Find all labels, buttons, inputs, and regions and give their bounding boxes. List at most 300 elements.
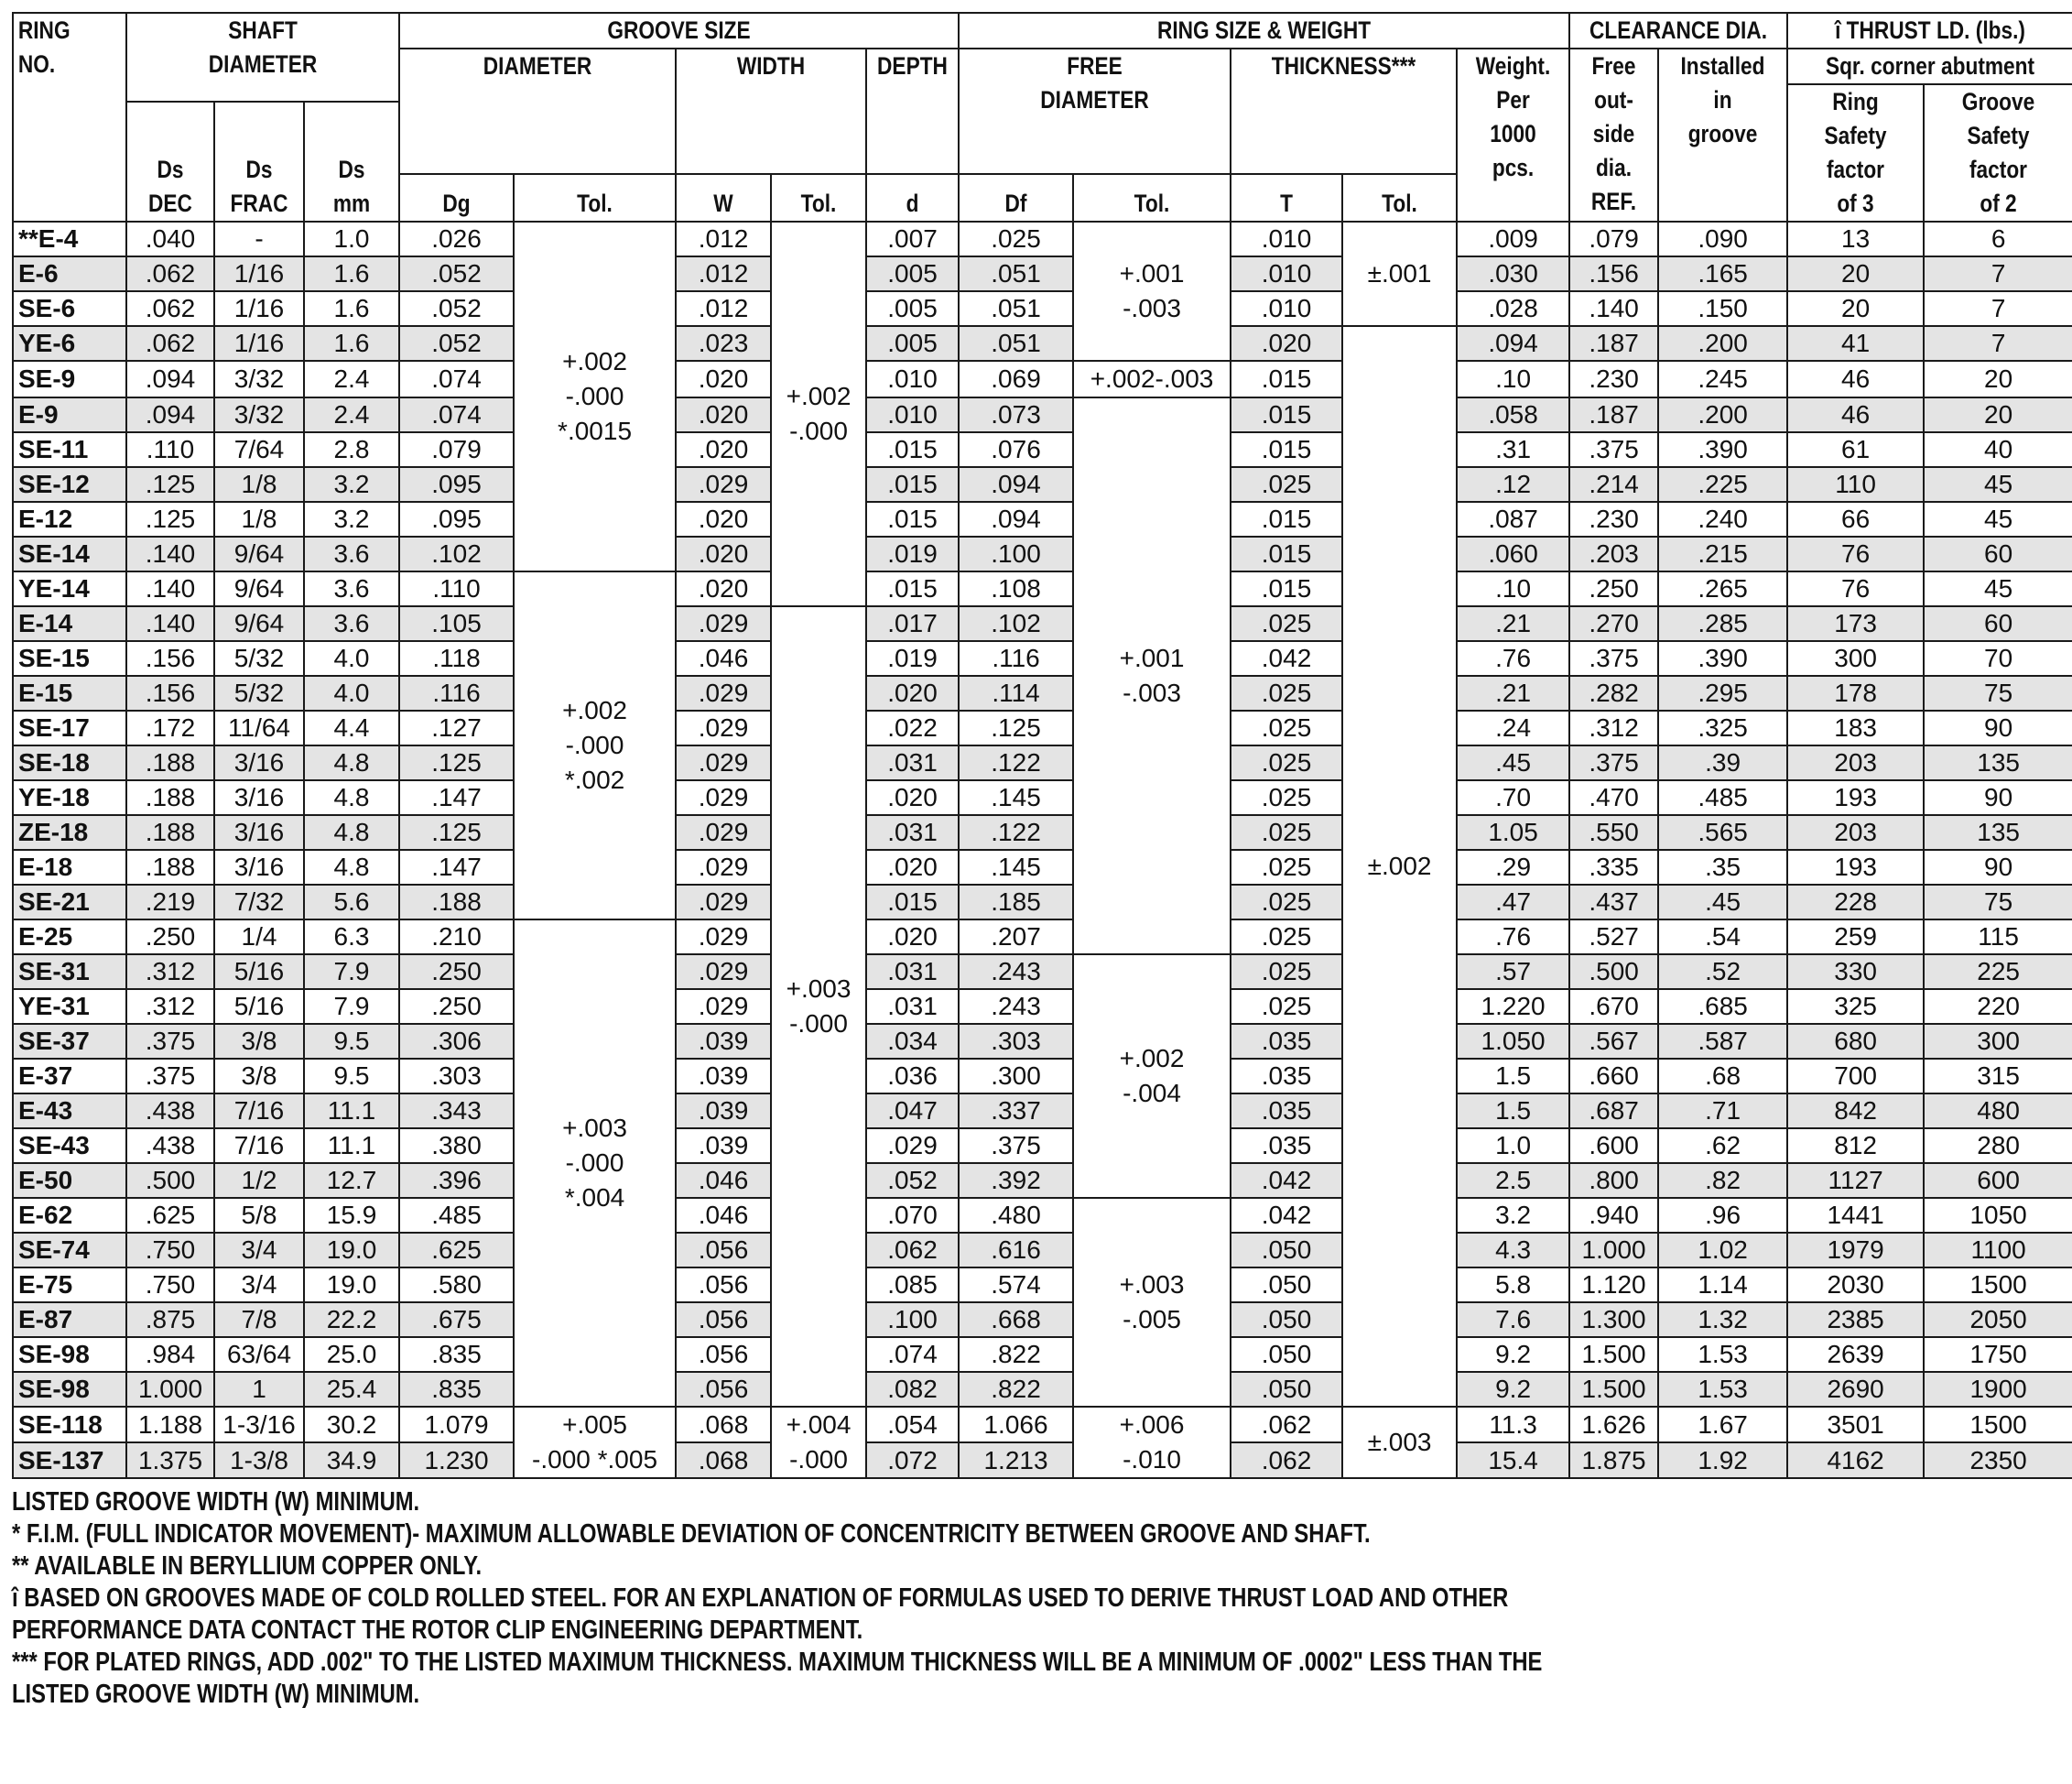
- cell-pr: 76: [1787, 571, 1924, 606]
- cell-t: .050: [1231, 1302, 1342, 1337]
- footnote-line: î BASED ON GROOVES MADE OF COLD ROLLED STEEL. FOR AN EXPLANATION OF FORMULAS USED TO DERIVE THRUST LOAD AND OTHER: [12, 1583, 1509, 1613]
- footnote-line: PERFORMANCE DATA CONTACT THE ROTOR CLIP ENGINEERING DEPARTMENT.: [12, 1615, 863, 1645]
- cell-frac: 1: [214, 1372, 304, 1407]
- cell-pg: 1100: [1924, 1233, 2072, 1267]
- cell-w: .029: [676, 745, 771, 780]
- cell-g: .156: [1569, 256, 1658, 291]
- cell-dg: .580: [399, 1267, 514, 1302]
- tolerance-line: -.000: [789, 1009, 848, 1038]
- cell-d: .031: [866, 815, 959, 850]
- cell-l2: .565: [1658, 815, 1787, 850]
- cell-pr: 183: [1787, 711, 1924, 745]
- cell-dec: .125: [126, 467, 214, 502]
- cell-df: .668: [959, 1302, 1073, 1337]
- cell-mm: 7.9: [304, 989, 399, 1024]
- ring-no-cell: SE-74: [13, 1233, 126, 1267]
- ring-no-cell: E-37: [13, 1059, 126, 1093]
- cell-l2: .71: [1658, 1093, 1787, 1128]
- dg-header: Dg: [408, 174, 504, 222]
- cell-t: .050: [1231, 1337, 1342, 1372]
- cell-pr: 20: [1787, 256, 1924, 291]
- tolerance-df: [1073, 1198, 1231, 1407]
- tolerance-dg: [514, 222, 676, 571]
- table-row: [13, 676, 2072, 711]
- cell-dg: .105: [399, 606, 514, 641]
- cell-pr: 46: [1787, 397, 1924, 432]
- ring-no-cell: SE-31: [13, 954, 126, 989]
- cell-frac: 7/16: [214, 1128, 304, 1163]
- cell-df: .303: [959, 1024, 1073, 1059]
- cell-pg: 20: [1924, 361, 2072, 397]
- cell-w: .039: [676, 1093, 771, 1128]
- cell-mm: 4.0: [304, 641, 399, 676]
- tolerance-line: -.010: [1123, 1445, 1181, 1474]
- tolerance-df: [1073, 397, 1231, 954]
- cell-dg: .052: [399, 256, 514, 291]
- cell-mm: 15.9: [304, 1198, 399, 1233]
- cell-mm: 1.6: [304, 256, 399, 291]
- cell-dec: .062: [126, 291, 214, 326]
- cell-d: .070: [866, 1198, 959, 1233]
- cell-frac: 9/64: [214, 571, 304, 606]
- cell-dg: .125: [399, 815, 514, 850]
- cell-dec: .312: [126, 989, 214, 1024]
- tolerance-line: +.003: [1119, 1270, 1185, 1299]
- cell-dec: 1.000: [126, 1372, 214, 1407]
- table-row: [13, 537, 2072, 571]
- cell-l2: 1.14: [1658, 1267, 1787, 1302]
- cell-mm: 7.9: [304, 954, 399, 989]
- tolerance-line: ±.001: [1367, 259, 1432, 288]
- cell-wt: 9.2: [1457, 1372, 1569, 1407]
- cell-pg: 1050: [1924, 1198, 2072, 1233]
- tolerance-w: [771, 606, 866, 1407]
- cell-dg: .102: [399, 537, 514, 571]
- cell-wt: .76: [1457, 641, 1569, 676]
- tolerance-line: +.004: [786, 1410, 852, 1439]
- cell-w: .056: [676, 1302, 771, 1337]
- ring-size-weight-header: RING SIZE & WEIGHT: [1007, 13, 1520, 49]
- cell-g: .670: [1569, 989, 1658, 1024]
- cell-dec: .188: [126, 780, 214, 815]
- cell-pg: 7: [1924, 326, 2072, 361]
- tolerance-line: -.003: [1123, 679, 1181, 707]
- cell-dg: .306: [399, 1024, 514, 1059]
- cell-pg: 75: [1924, 885, 2072, 919]
- cell-g: .687: [1569, 1093, 1658, 1128]
- cell-d: .019: [866, 537, 959, 571]
- cell-d: .010: [866, 397, 959, 432]
- cell-d: .007: [866, 222, 959, 256]
- cell-t: .050: [1231, 1267, 1342, 1302]
- cell-dec: .438: [126, 1093, 214, 1128]
- cell-dg: .675: [399, 1302, 514, 1337]
- tolerance-df: [1073, 222, 1231, 361]
- cell-dg: 1.230: [399, 1442, 514, 1478]
- cell-d: .015: [866, 467, 959, 502]
- cell-pg: 20: [1924, 397, 2072, 432]
- cell-pr: 330: [1787, 954, 1924, 989]
- cell-df: .094: [959, 502, 1073, 537]
- cell-wt: .76: [1457, 919, 1569, 954]
- groove-depth-header: DEPTH: [873, 49, 951, 174]
- cell-wt: .57: [1457, 954, 1569, 989]
- tolerance-w: [771, 1407, 866, 1478]
- cell-wt: 1.050: [1457, 1024, 1569, 1059]
- cell-df: .094: [959, 467, 1073, 502]
- table-row: [13, 919, 2072, 954]
- cell-t: .025: [1231, 745, 1342, 780]
- cell-wt: 9.2: [1457, 1337, 1569, 1372]
- cell-t: .015: [1231, 397, 1342, 432]
- cell-l2: .225: [1658, 467, 1787, 502]
- cell-pg: 90: [1924, 711, 2072, 745]
- cell-wt: 11.3: [1457, 1407, 1569, 1442]
- cell-pg: 70: [1924, 641, 2072, 676]
- cell-g: .500: [1569, 954, 1658, 989]
- cell-df: .822: [959, 1372, 1073, 1407]
- cell-dg: .188: [399, 885, 514, 919]
- tolerance-t: [1342, 1407, 1457, 1478]
- cell-dg: .250: [399, 989, 514, 1024]
- cell-w: .056: [676, 1337, 771, 1372]
- ring-no-cell: YE-31: [13, 989, 126, 1024]
- cell-dec: .188: [126, 745, 214, 780]
- cell-dg: .485: [399, 1198, 514, 1233]
- d-header: d: [873, 174, 951, 222]
- ring-no-cell: YE-14: [13, 571, 126, 606]
- cell-wt: 7.6: [1457, 1302, 1569, 1337]
- cell-pr: 2639: [1787, 1337, 1924, 1372]
- tolerance-line: ±.003: [1367, 1428, 1432, 1456]
- cell-dg: .127: [399, 711, 514, 745]
- table-row: [13, 1407, 2072, 1442]
- thrust-load-header: î THRUST LD. (lbs.): [1810, 13, 2050, 49]
- tolerance-line: -.000: [789, 417, 848, 445]
- cell-df: .375: [959, 1128, 1073, 1163]
- cell-t: .025: [1231, 467, 1342, 502]
- cell-pg: 6: [1924, 222, 2072, 256]
- cell-frac: 5/32: [214, 641, 304, 676]
- cell-g: .375: [1569, 641, 1658, 676]
- cell-g: 1.875: [1569, 1442, 1658, 1478]
- cell-d: .010: [866, 361, 959, 397]
- cell-w: .012: [676, 222, 771, 256]
- cell-dec: .188: [126, 850, 214, 885]
- tolerance-line: -.000: [565, 1148, 624, 1177]
- ring-no-cell: E-6: [13, 256, 126, 291]
- cell-l2: .265: [1658, 571, 1787, 606]
- tolerance-t: [1342, 326, 1457, 1407]
- cell-dec: .750: [126, 1233, 214, 1267]
- cell-t: .025: [1231, 954, 1342, 989]
- cell-t: .015: [1231, 432, 1342, 467]
- cell-pg: 220: [1924, 989, 2072, 1024]
- cell-t: .050: [1231, 1372, 1342, 1407]
- cell-mm: 5.6: [304, 885, 399, 919]
- table-row: [13, 815, 2072, 850]
- tolerance-line: -.000 *.005: [532, 1445, 658, 1474]
- cell-w: .020: [676, 502, 771, 537]
- cell-pr: 3501: [1787, 1407, 1924, 1442]
- cell-mm: 3.6: [304, 537, 399, 571]
- cell-wt: 1.5: [1457, 1093, 1569, 1128]
- cell-pg: 90: [1924, 780, 2072, 815]
- cell-l2: .485: [1658, 780, 1787, 815]
- cell-dg: .074: [399, 361, 514, 397]
- cell-t: .015: [1231, 502, 1342, 537]
- ring-no-cell: YE-18: [13, 780, 126, 815]
- df-header: Df: [968, 174, 1064, 222]
- cell-frac: 9/64: [214, 606, 304, 641]
- cell-l2: .68: [1658, 1059, 1787, 1093]
- cell-df: .243: [959, 989, 1073, 1024]
- cell-d: .005: [866, 326, 959, 361]
- cell-w: .020: [676, 571, 771, 606]
- ring-no-cell: E-25: [13, 919, 126, 954]
- cell-d: .036: [866, 1059, 959, 1093]
- cell-t: .062: [1231, 1442, 1342, 1478]
- cell-t: .010: [1231, 222, 1342, 256]
- cell-w: .046: [676, 641, 771, 676]
- cell-frac: 1-3/8: [214, 1442, 304, 1478]
- cell-mm: 6.3: [304, 919, 399, 954]
- cell-g: .660: [1569, 1059, 1658, 1093]
- ring-no-cell: YE-6: [13, 326, 126, 361]
- table-row: [13, 780, 2072, 815]
- cell-pg: 600: [1924, 1163, 2072, 1198]
- cell-l2: .62: [1658, 1128, 1787, 1163]
- cell-frac: 5/32: [214, 676, 304, 711]
- cell-w: .020: [676, 397, 771, 432]
- cell-frac: 1/4: [214, 919, 304, 954]
- cell-g: .470: [1569, 780, 1658, 815]
- tolerance-line: +.002: [786, 382, 852, 410]
- tolerance-dg: [514, 571, 676, 919]
- cell-t: .015: [1231, 361, 1342, 397]
- cell-l2: .390: [1658, 432, 1787, 467]
- cell-dec: .375: [126, 1024, 214, 1059]
- cell-l2: .54: [1658, 919, 1787, 954]
- cell-dg: .625: [399, 1233, 514, 1267]
- cell-g: .800: [1569, 1163, 1658, 1198]
- cell-wt: .10: [1457, 571, 1569, 606]
- ring-no-cell: SE-21: [13, 885, 126, 919]
- cell-df: 1.066: [959, 1407, 1073, 1442]
- table-row: [13, 1163, 2072, 1198]
- cell-dec: .375: [126, 1059, 214, 1093]
- cell-mm: 4.0: [304, 676, 399, 711]
- cell-l2: .200: [1658, 397, 1787, 432]
- cell-frac: 3/16: [214, 745, 304, 780]
- ring-no-cell: SE-6: [13, 291, 126, 326]
- tolerance-line: +.006: [1119, 1410, 1185, 1439]
- cell-t: .025: [1231, 676, 1342, 711]
- cell-mm: 25.0: [304, 1337, 399, 1372]
- cell-l2: .587: [1658, 1024, 1787, 1059]
- cell-mm: 11.1: [304, 1093, 399, 1128]
- cell-pr: 193: [1787, 850, 1924, 885]
- cell-t: .035: [1231, 1128, 1342, 1163]
- cell-dec: .438: [126, 1128, 214, 1163]
- cell-t: .025: [1231, 780, 1342, 815]
- cell-dg: .095: [399, 502, 514, 537]
- cell-l2: .285: [1658, 606, 1787, 641]
- cell-d: .017: [866, 606, 959, 641]
- cell-l2: .45: [1658, 885, 1787, 919]
- cell-wt: .21: [1457, 676, 1569, 711]
- cell-wt: .058: [1457, 397, 1569, 432]
- cell-wt: 15.4: [1457, 1442, 1569, 1478]
- cell-w: .023: [676, 326, 771, 361]
- cell-l2: 1.32: [1658, 1302, 1787, 1337]
- cell-dg: .110: [399, 571, 514, 606]
- cell-wt: 5.8: [1457, 1267, 1569, 1302]
- cell-l2: .39: [1658, 745, 1787, 780]
- cell-wt: .24: [1457, 711, 1569, 745]
- cell-t: .042: [1231, 1163, 1342, 1198]
- cell-mm: 30.2: [304, 1407, 399, 1442]
- cell-pg: 300: [1924, 1024, 2072, 1059]
- cell-g: .312: [1569, 711, 1658, 745]
- free-diameter-header: FREE DIAMETER: [981, 49, 1209, 174]
- cell-frac: 3/8: [214, 1024, 304, 1059]
- cell-pr: 13: [1787, 222, 1924, 256]
- ring-no-cell: E-43: [13, 1093, 126, 1128]
- cell-wt: .030: [1457, 256, 1569, 291]
- footnote-line: * F.I.M. (FULL INDICATOR MOVEMENT)- MAXIMUM ALLOWABLE DEVIATION OF CONCENTRICITY BETWEEN GROOVE AND SHAFT.: [12, 1519, 1371, 1549]
- ring-no-cell: SE-14: [13, 537, 126, 571]
- cell-pg: 7: [1924, 291, 2072, 326]
- tolerance-line: *.002: [564, 766, 625, 794]
- cell-w: .039: [676, 1128, 771, 1163]
- cell-wt: .094: [1457, 326, 1569, 361]
- ring-no-cell: SE-11: [13, 432, 126, 467]
- ring-no-header: RING NO.: [13, 13, 108, 222]
- cell-pr: 812: [1787, 1128, 1924, 1163]
- table-row: [13, 1198, 2072, 1233]
- cell-df: .337: [959, 1093, 1073, 1128]
- cell-dg: .118: [399, 641, 514, 676]
- cell-g: .527: [1569, 919, 1658, 954]
- cell-dg: .835: [399, 1372, 514, 1407]
- cell-frac: 3/16: [214, 815, 304, 850]
- cell-dg: .116: [399, 676, 514, 711]
- cell-t: .062: [1231, 1407, 1342, 1442]
- cell-wt: .087: [1457, 502, 1569, 537]
- cell-dg: .147: [399, 850, 514, 885]
- cell-pr: 2690: [1787, 1372, 1924, 1407]
- cell-d: .100: [866, 1302, 959, 1337]
- thickness-header: THICKNESS***: [1249, 49, 1438, 174]
- ring-no-cell: SE-37: [13, 1024, 126, 1059]
- cell-df: .073: [959, 397, 1073, 432]
- cell-mm: 1.6: [304, 291, 399, 326]
- cell-df: .125: [959, 711, 1073, 745]
- cell-g: .214: [1569, 467, 1658, 502]
- cell-d: .005: [866, 291, 959, 326]
- cell-mm: 3.6: [304, 571, 399, 606]
- cell-df: .108: [959, 571, 1073, 606]
- cell-pr: 325: [1787, 989, 1924, 1024]
- cell-pr: 259: [1787, 919, 1924, 954]
- df-tol-header: Tol.: [1086, 174, 1218, 222]
- ring-no-cell: SE-17: [13, 711, 126, 745]
- cell-pg: 315: [1924, 1059, 2072, 1093]
- cell-pr: 110: [1787, 467, 1924, 502]
- cell-pr: 20: [1787, 291, 1924, 326]
- cell-dec: .625: [126, 1198, 214, 1233]
- cell-t: .010: [1231, 291, 1342, 326]
- cell-pg: 1900: [1924, 1372, 2072, 1407]
- tolerance-line: -.000: [565, 731, 624, 759]
- ring-no-cell: E-87: [13, 1302, 126, 1337]
- cell-dec: .110: [126, 432, 214, 467]
- cell-t: .035: [1231, 1059, 1342, 1093]
- cell-dg: .210: [399, 919, 514, 954]
- cell-df: .122: [959, 815, 1073, 850]
- cell-g: .230: [1569, 502, 1658, 537]
- free-outside-dia-header: Free out- side dia. REF.: [1577, 49, 1651, 222]
- cell-wt: .47: [1457, 885, 1569, 919]
- table-row: [13, 1233, 2072, 1267]
- cell-w: .046: [676, 1163, 771, 1198]
- tolerance-line: +.002: [562, 347, 627, 375]
- cell-frac: 1-3/16: [214, 1407, 304, 1442]
- cell-d: .034: [866, 1024, 959, 1059]
- cell-t: .035: [1231, 1024, 1342, 1059]
- cell-mm: 19.0: [304, 1233, 399, 1267]
- tolerance-line: +.001: [1119, 259, 1185, 288]
- tolerance-line: *.0015: [558, 417, 633, 445]
- cell-d: .019: [866, 641, 959, 676]
- ring-no-cell: SE-98: [13, 1337, 126, 1372]
- footnote-line: ** AVAILABLE IN BERYLLIUM COPPER ONLY.: [12, 1551, 483, 1581]
- ring-no-cell: E-12: [13, 502, 126, 537]
- ring-no-cell: E-75: [13, 1267, 126, 1302]
- cell-l2: .245: [1658, 361, 1787, 397]
- cell-l2: 1.53: [1658, 1337, 1787, 1372]
- tolerance-line: -.003: [1123, 294, 1181, 322]
- cell-w: .029: [676, 467, 771, 502]
- cell-g: 1.500: [1569, 1337, 1658, 1372]
- cell-pr: 842: [1787, 1093, 1924, 1128]
- cell-g: .940: [1569, 1198, 1658, 1233]
- cell-wt: .45: [1457, 745, 1569, 780]
- cell-pr: 1127: [1787, 1163, 1924, 1198]
- table-row: [13, 222, 2072, 256]
- cell-t: .025: [1231, 711, 1342, 745]
- cell-dec: .140: [126, 606, 214, 641]
- tolerance-line: +.001: [1119, 644, 1185, 672]
- cell-wt: 1.220: [1457, 989, 1569, 1024]
- cell-w: .020: [676, 361, 771, 397]
- cell-g: 1.626: [1569, 1407, 1658, 1442]
- tolerance-line: +.003: [786, 974, 852, 1003]
- w-header: W: [683, 174, 763, 222]
- cell-g: .437: [1569, 885, 1658, 919]
- cell-w: .029: [676, 954, 771, 989]
- table-row: [13, 711, 2072, 745]
- cell-wt: .29: [1457, 850, 1569, 885]
- cell-pr: 300: [1787, 641, 1924, 676]
- cell-pg: 75: [1924, 676, 2072, 711]
- cell-pr: 4162: [1787, 1442, 1924, 1478]
- cell-mm: 2.8: [304, 432, 399, 467]
- cell-l2: .165: [1658, 256, 1787, 291]
- table-row: [13, 1267, 2072, 1302]
- table-row: [13, 326, 2072, 361]
